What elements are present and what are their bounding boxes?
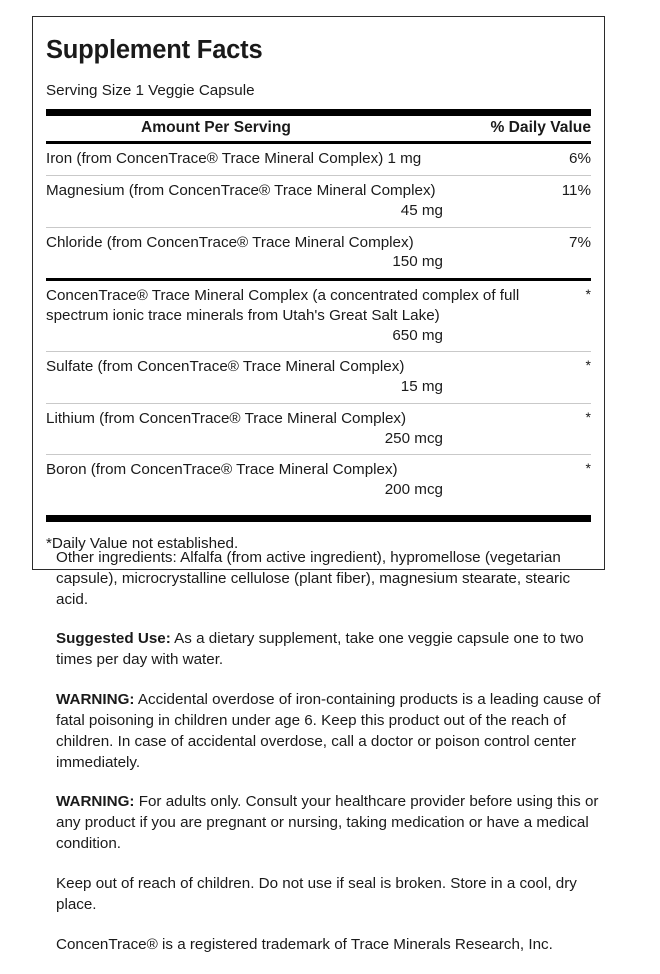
- nutrient-row: [46, 144, 591, 175]
- warning-adults-label: WARNING:: [56, 793, 135, 811]
- daily-value-asterisk: *: [585, 286, 591, 303]
- warning-iron-text: Accidental overdose of iron-containing products is a leading cause of fatal poisoning in children under age 6. Keep this product out of the reach of children. In case of accidental overdose, call a doctor or poison control center immediately.: [56, 691, 601, 771]
- suggested-use-paragraph: [56, 629, 606, 671]
- warning-adults-paragraph: [56, 792, 606, 854]
- daily-value-asterisk: *: [585, 408, 591, 425]
- nutrient-name: ConcenTrace® Trace Mineral Complex (a concentrated complex of full spectrum ionic trace minerals from Utah's Great Salt Lake) 650 mg: [46, 286, 591, 345]
- nutrient-row: [46, 281, 591, 351]
- suggested-use-label: Suggested Use:: [56, 630, 171, 648]
- nutrient-row: [46, 352, 591, 403]
- nutrient-amount: 200 mcg: [384, 481, 443, 499]
- rule-thick-bottom: [46, 515, 591, 522]
- nutrient-amount: 150 mg: [392, 253, 443, 271]
- nutrient-amount: 1 mg: [387, 150, 422, 168]
- nutrient-amount: 15 mg: [400, 378, 443, 396]
- nutrient-amount: 650 mg: [392, 326, 443, 344]
- column-header-amount: Amount Per Serving: [141, 119, 291, 137]
- daily-value-footnote: *Daily Value not established.: [46, 534, 239, 552]
- warning-iron-paragraph: [56, 690, 606, 773]
- nutrient-row: [46, 455, 591, 506]
- daily-value-asterisk: *: [585, 357, 591, 374]
- column-header-daily-value: % Daily Value: [490, 119, 591, 137]
- daily-value: 7%: [569, 233, 591, 251]
- nutrient-row: [46, 228, 591, 279]
- nutrient-name: Chloride (from ConcenTrace® Trace Mineral Complex) 150 mg: [46, 233, 591, 273]
- warning-iron-label: WARNING:: [56, 691, 135, 709]
- column-headers: [46, 116, 591, 141]
- daily-value: 11%: [561, 182, 591, 200]
- nutrient-amount: 45 mg: [400, 201, 443, 219]
- daily-value: 6%: [569, 150, 591, 168]
- nutrient-name: Boron (from ConcenTrace® Trace Mineral Complex) 200 mcg: [46, 460, 591, 500]
- label-body-text: [56, 548, 606, 974]
- nutrient-name: Iron (from ConcenTrace® Trace Mineral Complex) 1 mg: [46, 150, 422, 168]
- nutrient-rows: [46, 144, 591, 506]
- nutrient-name: Lithium (from ConcenTrace® Trace Mineral Complex) 250 mcg: [46, 409, 591, 449]
- daily-value-asterisk: *: [585, 460, 591, 477]
- storage-paragraph: Keep out of reach of children. Do not use if seal is broken. Store in a cool, dry place.: [56, 874, 577, 913]
- other-ingredients-paragraph: Other ingredients: Alfalfa (from active ingredient), hypromellose (vegetarian capsule), microcrystalline cellulose (plant fiber), magnesium stearate, stearic acid.: [56, 549, 571, 608]
- serving-size: Serving Size 1 Veggie Capsule: [46, 82, 255, 100]
- nutrient-name: Sulfate (from ConcenTrace® Trace Mineral Complex) 15 mg: [46, 357, 591, 397]
- trademark-paragraph: ConcenTrace® is a registered trademark of Trace Minerals Research, Inc.: [56, 935, 553, 953]
- supplement-facts-panel: [32, 16, 605, 570]
- warning-adults-text: For adults only. Consult your healthcare provider before using this or any product if you are pregnant or nursing, taking medication or have a medical condition.: [56, 793, 599, 853]
- panel-title: Supplement Facts: [46, 36, 263, 64]
- nutrient-amount: 250 mcg: [384, 429, 443, 447]
- nutrient-name: Magnesium (from ConcenTrace® Trace Mineral Complex) 45 mg: [46, 181, 591, 221]
- rule-thick-top: [46, 109, 591, 116]
- nutrient-row: [46, 404, 591, 455]
- nutrient-row: [46, 176, 591, 227]
- suggested-use-text: As a dietary supplement, take one veggie capsule one to two times per day with water.: [56, 630, 584, 669]
